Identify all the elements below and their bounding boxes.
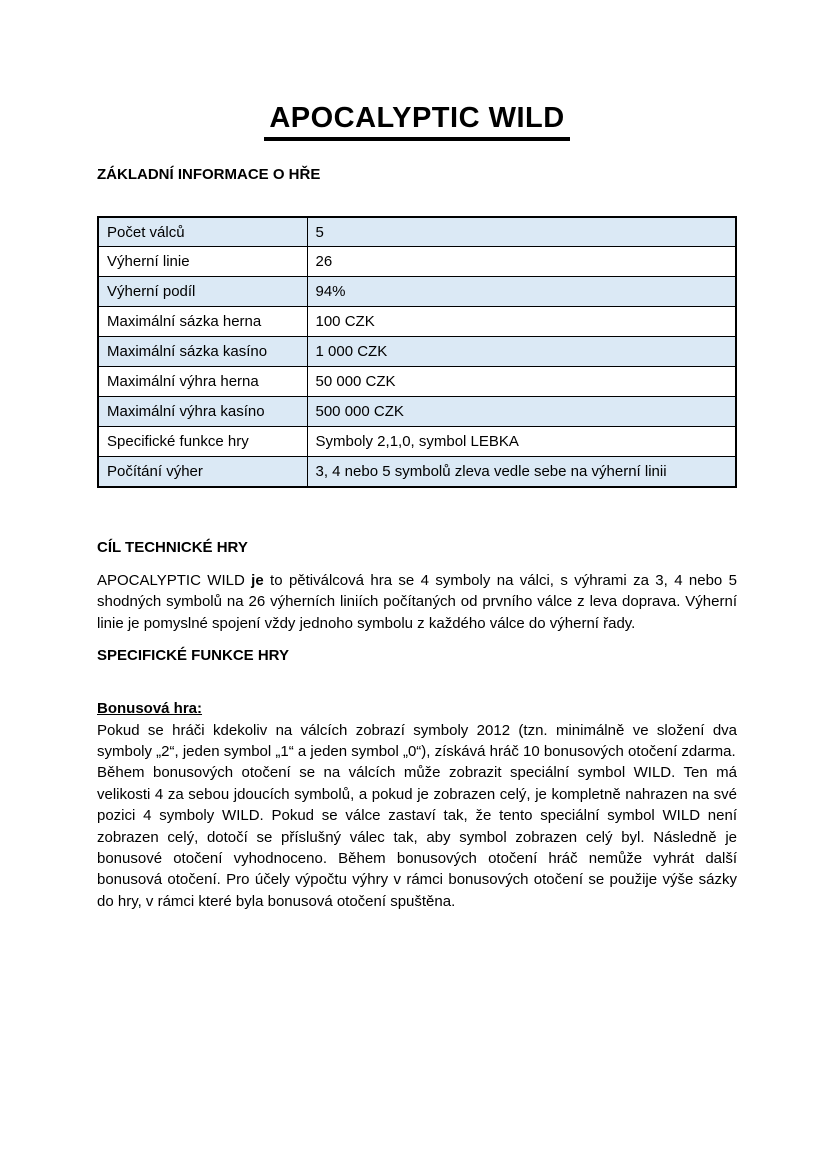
- basic-info-table-body: [98, 217, 736, 487]
- table-row: [98, 277, 736, 307]
- heading-specific-functions: SPECIFICKÉ FUNKCE HRY: [97, 647, 289, 665]
- table-row: [98, 457, 736, 487]
- bonus-game-subheading: Bonusová hra:: [97, 700, 203, 718]
- title-container: [97, 103, 737, 141]
- page-title: APOCALYPTIC WILD: [264, 103, 569, 141]
- table-row-label: Počítání výher: [98, 457, 307, 487]
- bonus-paragraph-1: Pokud se hráči kdekoliv na válcích zobrazí symboly 2012 (tzn. minimálně ve složení dva symboly „2“, jeden symbol „1“ a jeden symbol „0“), získává hráč 10 bonusových otočení zdarma.: [97, 721, 737, 760]
- table-row-label: Výherní linie: [98, 247, 307, 277]
- goal-text-rest: to pětiválcová hra se 4 symboly na válci, s výhrami za 3, 4 nebo 5 shodných symbolů na 26 výherních liniích počítaných od prvního válce z leva doprava. Výherní linie je pomyslné spojení vždy jednoho symbolu z každého válce do výherní řady.: [97, 571, 737, 632]
- table-row: [98, 397, 736, 427]
- bonus-paragraph-2: Během bonusových otočení se na válcích může zobrazit speciální symbol WILD. Ten má velikosti 4 za sebou jdoucích symbolů, a pokud je zobrazen celý, je kompletně nahrazen na své pozici 4 symboly WILD. Pokud se válce zastaví tak, že tento speciální symbol WILD není zobrazen celý, dotočí se příslušný válec tak, aby symbol zobrazen celý byl. Následně je bonusové otočení vyhodnoceno. Během bonusových otočení hráč nemůže vyhrát další bonusová otočení. Pro účely výpočtu výhry v rámci bonusových otočení se použije výše sázky do hry, v rámci které byla bonusová otočení spuštěna.: [97, 764, 737, 910]
- table-row-label: Maximální výhra herna: [98, 367, 307, 397]
- table-row-label: Maximální výhra kasíno: [98, 397, 307, 427]
- table-row-value: 5: [307, 217, 736, 247]
- basic-info-table: [97, 216, 737, 488]
- heading-game-goal: CÍL TECHNICKÉ HRY: [97, 538, 248, 556]
- table-row-value: 100 CZK: [307, 307, 736, 337]
- table-row: [98, 307, 736, 337]
- table-row-value: Symboly 2,1,0, symbol LEBKA: [307, 427, 736, 457]
- table-row-label: Počet válců: [98, 217, 307, 247]
- table-row: [98, 247, 736, 277]
- table-row-value: 26: [307, 247, 736, 277]
- table-row-value: 94%: [307, 277, 736, 307]
- table-row: [98, 217, 736, 247]
- goal-text-bold: je: [251, 571, 264, 589]
- table-row-value: 1 000 CZK: [307, 337, 736, 367]
- table-row-value: 3, 4 nebo 5 symbolů zleva vedle sebe na výherní linii: [307, 457, 736, 487]
- heading-basic-info: ZÁKLADNÍ INFORMACE O HŘE: [97, 165, 321, 183]
- table-row-label: Maximální sázka kasíno: [98, 337, 307, 367]
- bonus-game-section: [97, 698, 737, 912]
- table-row: [98, 427, 736, 457]
- table-row-label: Maximální sázka herna: [98, 307, 307, 337]
- table-row-value: 500 000 CZK: [307, 397, 736, 427]
- table-row: [98, 367, 736, 397]
- table-row: [98, 337, 736, 367]
- table-row-value: 50 000 CZK: [307, 367, 736, 397]
- table-row-label: Specifické funkce hry: [98, 427, 307, 457]
- game-goal-paragraph: [97, 570, 737, 634]
- goal-text-prefix: APOCALYPTIC WILD: [97, 571, 252, 589]
- table-row-label: Výherní podíl: [98, 277, 307, 307]
